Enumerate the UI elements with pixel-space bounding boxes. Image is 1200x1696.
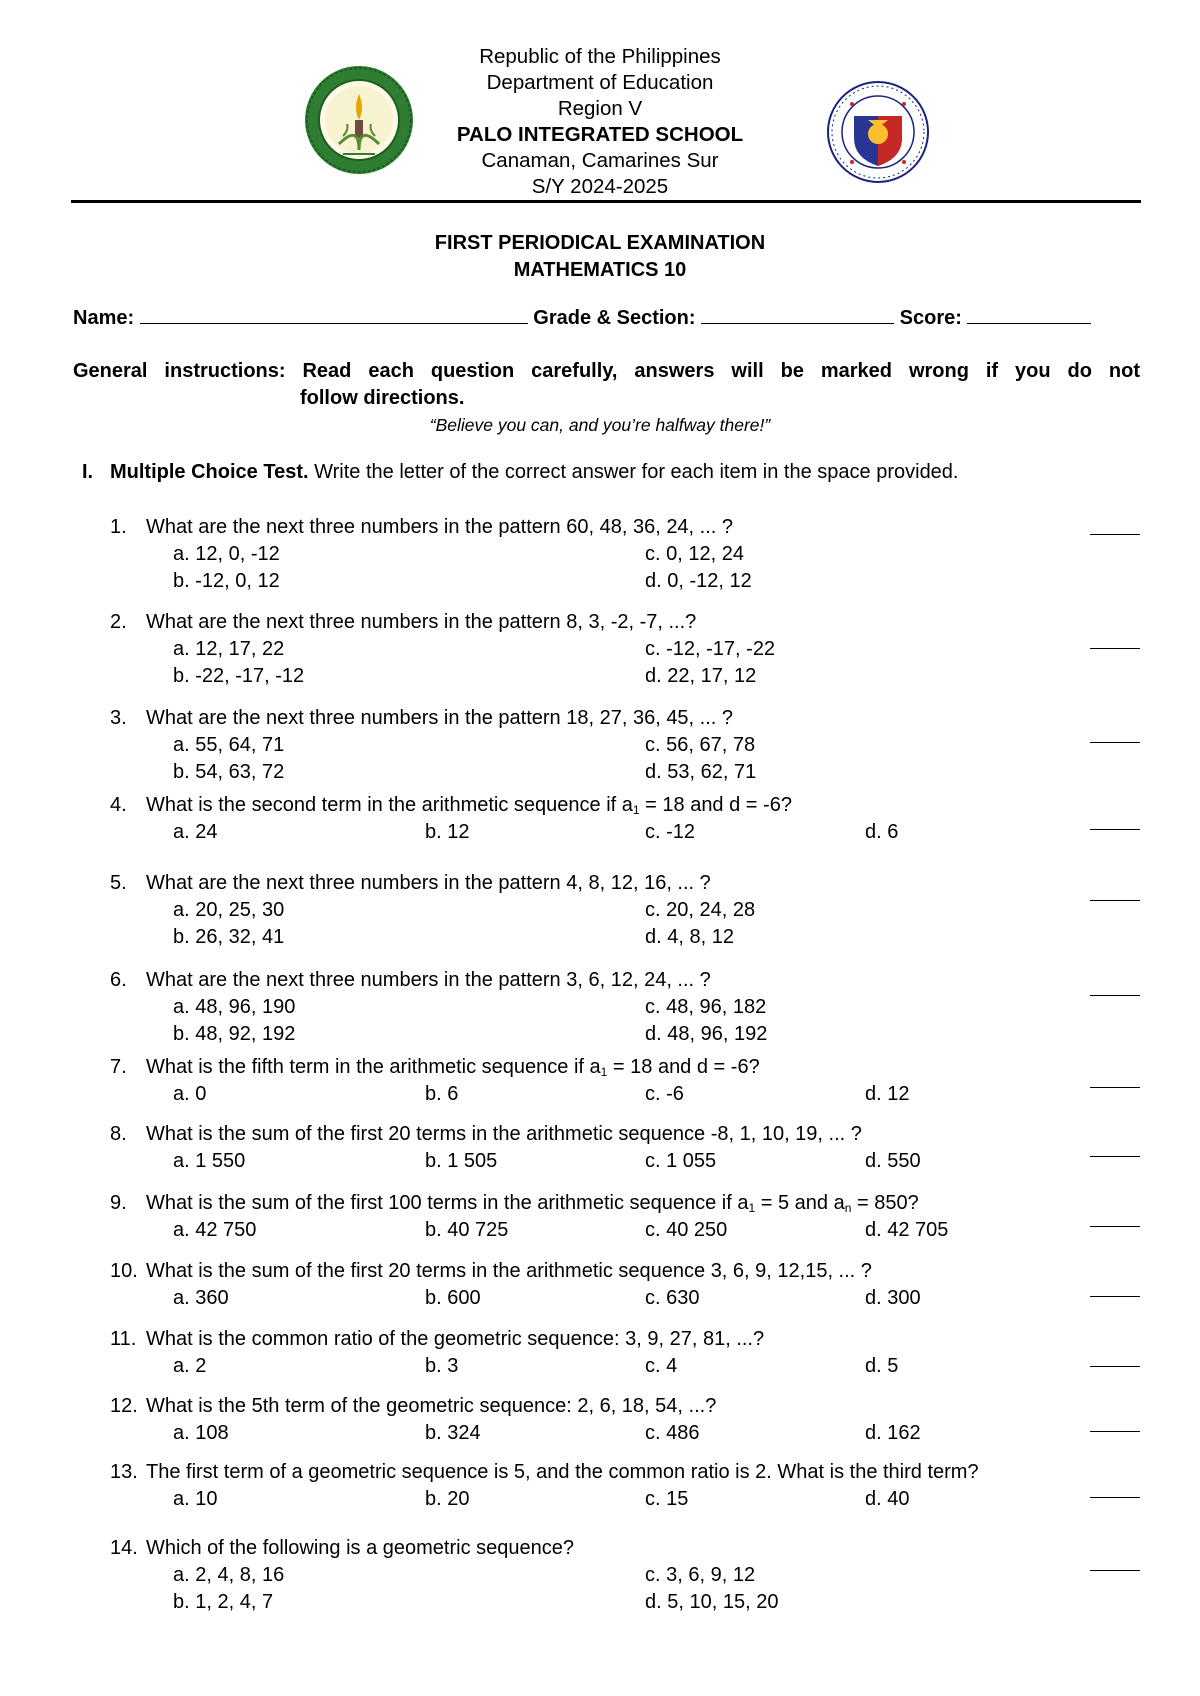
answer-choice: a. 20, 25, 30 xyxy=(173,899,285,921)
question-number: 2. xyxy=(110,611,127,633)
question-text: What is the common ratio of the geometric sequence: 3, 9, 27, 81, ...? xyxy=(146,1328,765,1350)
answer-choice: b. 26, 32, 41 xyxy=(173,926,285,948)
school-year: S/Y 2024-2025 xyxy=(531,175,669,198)
question-item xyxy=(110,609,1140,690)
answer-choice: a. 12, 0, -12 xyxy=(173,543,280,565)
score-label: Score: xyxy=(899,307,962,329)
option-row xyxy=(110,1148,1140,1175)
answer-choice: a. 2, 4, 8, 16 xyxy=(173,1564,285,1586)
answer-choice: b. 12 xyxy=(425,821,470,843)
answer-choice: d. 40 xyxy=(865,1488,910,1510)
answer-blank[interactable] xyxy=(1090,1366,1140,1367)
answer-blank[interactable] xyxy=(1090,995,1140,996)
question-number: 11. xyxy=(110,1328,137,1350)
option-row xyxy=(110,819,1140,846)
question-stem xyxy=(110,1393,1140,1420)
answer-choice: c. 56, 67, 78 xyxy=(645,734,756,756)
option-row xyxy=(110,1420,1140,1447)
question-text: The first term of a geometric sequence is 5, and the common ratio is 2. What is the third term? xyxy=(146,1461,979,1483)
question-stem xyxy=(110,609,1140,636)
subscript: n xyxy=(844,1201,852,1215)
question-stem xyxy=(110,870,1140,897)
answer-choice: b. 3 xyxy=(425,1355,459,1377)
answer-blank[interactable] xyxy=(1090,1156,1140,1157)
answer-choice: d. 300 xyxy=(865,1287,921,1309)
question-item xyxy=(110,792,1140,846)
answer-choice: b. -12, 0, 12 xyxy=(173,570,280,592)
answer-blank[interactable] xyxy=(1090,1431,1140,1432)
question-text: What are the next three numbers in the pattern 4, 8, 12, 16, ... ? xyxy=(146,872,711,894)
answer-choice: c. -6 xyxy=(645,1083,684,1105)
letterhead xyxy=(0,44,1200,200)
option-row xyxy=(110,1486,1140,1513)
question-text: What is the 5th term of the geometric sequence: 2, 6, 18, 54, ...? xyxy=(146,1395,717,1417)
header-divider xyxy=(71,200,1141,203)
question-text: = 5 and a xyxy=(755,1192,845,1214)
answer-choice: b. 1 505 xyxy=(425,1150,498,1172)
exam-title xyxy=(0,230,1200,284)
subscript: 1 xyxy=(748,1201,756,1215)
general-instructions xyxy=(73,358,1140,412)
section-title: Multiple Choice Test. xyxy=(110,461,309,483)
score-field[interactable] xyxy=(967,305,1091,324)
department-line: Department of Education xyxy=(486,71,714,94)
option-row xyxy=(110,1589,1140,1616)
answer-choice: c. 15 xyxy=(645,1488,689,1510)
question-text: What is the sum of the first 20 terms in the arithmetic sequence -8, 1, 10, 19, ... ? xyxy=(146,1123,862,1145)
question-item xyxy=(110,1258,1140,1312)
section-directions: Write the letter of the correct answer for each item in the space provided. xyxy=(308,461,959,483)
question-item xyxy=(110,1190,1140,1244)
answer-choice: a. 0 xyxy=(173,1083,207,1105)
question-stem xyxy=(110,1121,1140,1148)
answer-blank[interactable] xyxy=(1090,648,1140,649)
option-row xyxy=(110,1217,1140,1244)
answer-choice: d. 22, 17, 12 xyxy=(645,665,757,687)
option-row xyxy=(110,1021,1140,1048)
question-stem xyxy=(110,1258,1140,1285)
question-text: What is the sum of the first 100 terms in the arithmetic sequence if a xyxy=(146,1192,749,1214)
option-row xyxy=(110,897,1140,924)
answer-blank[interactable] xyxy=(1090,1087,1140,1088)
answer-choice: c. -12 xyxy=(645,821,696,843)
question-number: 13. xyxy=(110,1461,138,1483)
answer-choice: b. -22, -17, -12 xyxy=(173,665,305,687)
question-text: What is the fifth term in the arithmetic sequence if a xyxy=(146,1056,601,1078)
answer-choice: d. 5 xyxy=(865,1355,899,1377)
subscript: 1 xyxy=(632,803,640,817)
question-number: 1. xyxy=(110,516,127,538)
answer-blank[interactable] xyxy=(1090,1570,1140,1571)
question-stem xyxy=(110,1535,1140,1562)
question-stem xyxy=(110,1326,1140,1353)
question-text: = 850? xyxy=(851,1192,919,1214)
question-item xyxy=(110,870,1140,951)
question-item xyxy=(110,1121,1140,1175)
answer-choice: c. 48, 96, 182 xyxy=(645,996,767,1018)
answer-choice: d. 162 xyxy=(865,1422,921,1444)
question-number: 5. xyxy=(110,872,127,894)
section-number: I. xyxy=(82,461,94,483)
name-label: Name: xyxy=(73,307,135,329)
instructions-line-2: follow directions. xyxy=(300,387,465,409)
question-number: 6. xyxy=(110,969,127,991)
question-item xyxy=(110,1326,1140,1380)
option-row xyxy=(110,663,1140,690)
answer-blank[interactable] xyxy=(1090,900,1140,901)
question-number: 8. xyxy=(110,1123,127,1145)
answer-choice: d. 42 705 xyxy=(865,1219,949,1241)
option-row xyxy=(110,1353,1140,1380)
option-row xyxy=(110,732,1140,759)
question-text: What is the second term in the arithmetic sequence if a xyxy=(146,794,633,816)
answer-blank[interactable] xyxy=(1090,1226,1140,1227)
question-stem xyxy=(110,792,1140,819)
grade-section-label: Grade & Section: xyxy=(533,307,696,329)
answer-choice: c. 20, 24, 28 xyxy=(645,899,756,921)
answer-choice: c. 0, 12, 24 xyxy=(645,543,744,565)
name-field[interactable] xyxy=(140,305,528,324)
republic-line: Republic of the Philippines xyxy=(479,45,721,68)
question-number: 14. xyxy=(110,1537,138,1559)
option-row xyxy=(110,759,1140,786)
question-text: What are the next three numbers in the pattern 3, 6, 12, 24, ... ? xyxy=(146,969,711,991)
question-text: What is the sum of the first 20 terms in the arithmetic sequence 3, 6, 9, 12,15, ... ? xyxy=(146,1260,872,1282)
question-item xyxy=(110,705,1140,786)
answer-blank[interactable] xyxy=(1090,742,1140,743)
school-name: PALO INTEGRATED SCHOOL xyxy=(456,123,744,146)
instructions-line-1: General instructions: Read each question carefully, answers will be marked wrong if you do not xyxy=(73,360,1140,382)
option-row xyxy=(110,541,1140,568)
answer-choice: b. 1, 2, 4, 7 xyxy=(173,1591,274,1613)
question-number: 10. xyxy=(110,1260,138,1282)
answer-choice: b. 6 xyxy=(425,1083,459,1105)
section-heading xyxy=(82,459,959,485)
question-item xyxy=(110,1535,1140,1616)
answer-choice: a. 1 550 xyxy=(173,1150,246,1172)
subscript: 1 xyxy=(600,1065,608,1079)
answer-choice: c. 40 250 xyxy=(645,1219,728,1241)
answer-choice: d. 5, 10, 15, 20 xyxy=(645,1591,779,1613)
answer-choice: b. 20 xyxy=(425,1488,470,1510)
question-item xyxy=(110,967,1140,1048)
answer-choice: c. 630 xyxy=(645,1287,700,1309)
option-row xyxy=(110,568,1140,595)
motivational-quote: “Believe you can, and you’re halfway there!” xyxy=(429,415,771,435)
student-info-row xyxy=(73,305,1143,331)
question-stem xyxy=(110,1190,1140,1217)
answer-choice: c. -12, -17, -22 xyxy=(645,638,776,660)
region-line: Region V xyxy=(557,97,643,120)
answer-choice: a. 360 xyxy=(173,1287,229,1309)
answer-choice: b. 600 xyxy=(425,1287,481,1309)
question-item xyxy=(110,1054,1140,1108)
question-stem xyxy=(110,967,1140,994)
option-row xyxy=(110,1081,1140,1108)
answer-choice: c. 1 055 xyxy=(645,1150,717,1172)
option-row xyxy=(110,1285,1140,1312)
question-number: 4. xyxy=(110,794,127,816)
answer-blank[interactable] xyxy=(1090,534,1140,535)
option-row xyxy=(110,636,1140,663)
question-number: 9. xyxy=(110,1192,127,1214)
question-stem xyxy=(110,705,1140,732)
option-row xyxy=(110,1562,1140,1589)
answer-choice: d. 12 xyxy=(865,1083,910,1105)
answer-blank[interactable] xyxy=(1090,829,1140,830)
answer-choice: b. 48, 92, 192 xyxy=(173,1023,296,1045)
answer-choice: c. 486 xyxy=(645,1422,700,1444)
answer-choice: d. 48, 96, 192 xyxy=(645,1023,768,1045)
question-text: What are the next three numbers in the pattern 8, 3, -2, -7, ...? xyxy=(146,611,697,633)
option-row xyxy=(110,994,1140,1021)
answer-choice: a. 10 xyxy=(173,1488,218,1510)
answer-choice: b. 40 725 xyxy=(425,1219,509,1241)
option-row xyxy=(110,924,1140,951)
answer-choice: a. 108 xyxy=(173,1422,229,1444)
subject-name: MATHEMATICS 10 xyxy=(513,259,687,281)
question-number: 3. xyxy=(110,707,127,729)
question-stem xyxy=(110,514,1140,541)
exam-name: FIRST PERIODICAL EXAMINATION xyxy=(434,232,766,254)
question-number: 7. xyxy=(110,1056,127,1078)
grade-section-field[interactable] xyxy=(701,305,894,324)
answer-choice: d. 0, -12, 12 xyxy=(645,570,752,592)
answer-choice: d. 550 xyxy=(865,1150,921,1172)
answer-choice: a. 12, 17, 22 xyxy=(173,638,285,660)
answer-choice: d. 6 xyxy=(865,821,899,843)
question-text: = 18 and d = -6? xyxy=(639,794,792,816)
answer-choice: a. 24 xyxy=(173,821,218,843)
question-stem xyxy=(110,1054,1140,1081)
answer-choice: b. 54, 63, 72 xyxy=(173,761,285,783)
answer-blank[interactable] xyxy=(1090,1296,1140,1297)
question-text: What are the next three numbers in the pattern 60, 48, 36, 24, ... ? xyxy=(146,516,734,538)
answer-choice: a. 42 750 xyxy=(173,1219,257,1241)
question-item xyxy=(110,1393,1140,1447)
answer-choice: a. 55, 64, 71 xyxy=(173,734,285,756)
question-item xyxy=(110,1459,1140,1513)
answer-choice: c. 4 xyxy=(645,1355,678,1377)
answer-choice: b. 324 xyxy=(425,1422,481,1444)
question-text: Which of the following is a geometric sequence? xyxy=(146,1537,575,1559)
answer-blank[interactable] xyxy=(1090,1497,1140,1498)
question-number: 12. xyxy=(110,1395,138,1417)
answer-choice: d. 4, 8, 12 xyxy=(645,926,734,948)
answer-choice: d. 53, 62, 71 xyxy=(645,761,757,783)
question-text: = 18 and d = -6? xyxy=(607,1056,760,1078)
question-item xyxy=(110,514,1140,595)
answer-choice: a. 48, 96, 190 xyxy=(173,996,296,1018)
answer-choice: a. 2 xyxy=(173,1355,207,1377)
school-address: Canaman, Camarines Sur xyxy=(481,149,719,172)
answer-choice: c. 3, 6, 9, 12 xyxy=(645,1564,756,1586)
question-stem xyxy=(110,1459,1140,1486)
question-text: What are the next three numbers in the pattern 18, 27, 36, 45, ... ? xyxy=(146,707,734,729)
